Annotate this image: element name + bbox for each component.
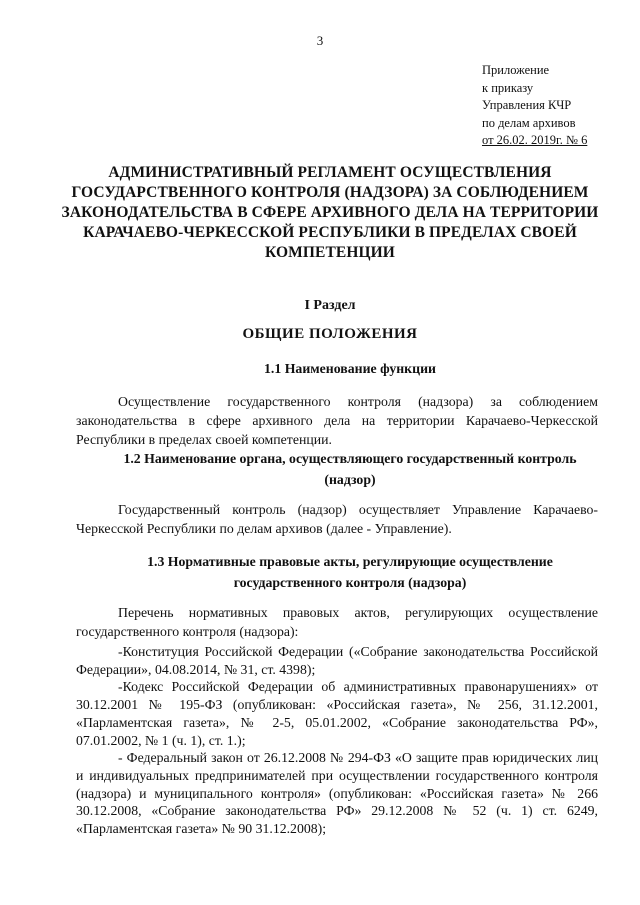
annex-line: Управления КЧР [482,98,572,112]
annex-line: к приказу [482,80,534,95]
section-name: ОБЩИЕ ПОЛОЖЕНИЯ [242,326,418,342]
annex-order-date: от 26.02. 2019г. № 6 [482,133,588,147]
list-item: - Федеральный закон от 26.12.2008 № 294-ФЗ «О защите прав юридических лиц и индивидуальных предпринимателей при осуществлении государственного контроля (надзора) и муниципального контроля» (опубликован: «Российская газета» № 266 30.12.2008, «Собрание законодательства РФ» 29.12.2008 № 52 (ч. 1) ст. 6249, «Парламентская газета» № 90 31.12.2008); [76,750,598,837]
paragraph-1-2: Государственный контроль (надзор) осуществляет Управление Карачаево-Черкесской Республики по делам архивов (далее - Управление). [76,502,598,537]
paragraph-1-3-intro: Перечень нормативных правовых актов, регулирующих осуществление государственного контроля (надзора): [76,605,598,640]
annex-line: по делам архивов [482,115,576,130]
heading-1-3: 1.3 Нормативные правовые акты, регулирующие осуществление государственного контроля (надзора) [147,554,553,590]
list-item: -Кодекс Российской Федерации об административных правонарушениях» от 30.12.2001 № 195-ФЗ (опубликован: «Российская газета», № 256, 31.12.2001, «Парламентская газета», № 2-5, 05.01.2002, «Собрание законодательства РФ», 07.01.2002, № 1 (ч. 1), ст. 1.); [76,679,598,748]
annex-line: Приложение [482,63,550,77]
page-number: 3 [316,33,324,48]
document-title: АДМИНИСТРАТИВНЫЙ РЕГЛАМЕНТ ОСУЩЕСТВЛЕНИЯ ГОСУДАРСТВЕННОГО КОНТРОЛЯ (НАДЗОРА) ЗА СОБЛЮДЕНИЕМ ЗАКОНОДАТЕЛЬСТВА В СФЕРЕ АРХИВНОГО ДЕЛА НА ТЕРРИТОРИИ КАРАЧАЕВО-ЧЕРКЕССКОЙ РЕСПУБЛИКИ В ПРЕДЕЛАХ СВОЕЙ КОМПЕТЕНЦИИ [61,164,599,261]
list-item: -Конституция Российской Федерации («Собрание законодательства Российской Федерации», 04.08.2014, № 31, ст. 4398); [76,644,598,677]
section-label: I Раздел [304,298,356,313]
heading-1-1: 1.1 Наименование функции [264,361,436,376]
legal-acts-list [76,643,598,838]
heading-1-2: 1.2 Наименование органа, осуществляющего государственный контроль (надзор) [123,451,577,487]
paragraph-1-1: Осуществление государственного контроля (надзора) за соблюдением законодательства в сфере архивного дела на территории Карачаево-Черкесской Республики в пределах своей компетенции. [76,394,598,448]
annex-block [482,62,587,150]
